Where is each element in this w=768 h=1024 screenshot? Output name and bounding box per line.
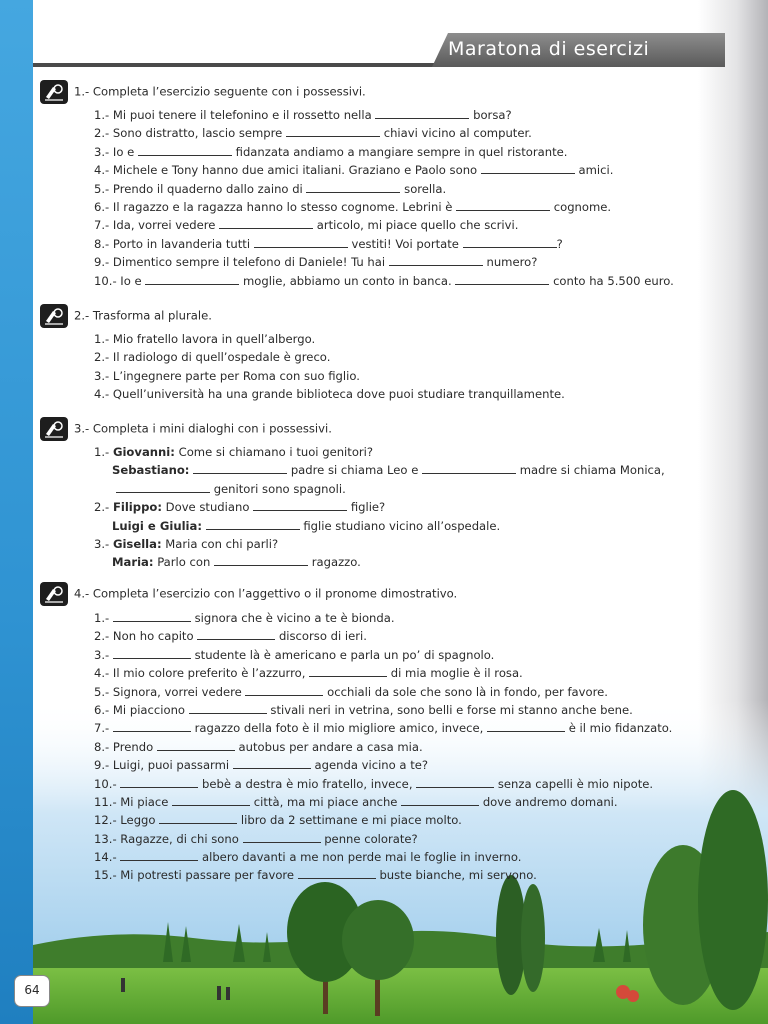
page-edge-strip	[0, 0, 33, 1024]
exercise-4-heading: 4.- Completa l’esercizio con l’aggettivo o il pronome dimostrativo.	[40, 582, 457, 606]
answer-blank[interactable]	[401, 794, 479, 806]
answer-blank[interactable]	[245, 684, 323, 696]
list-item: 3.- studente là è americano e parla un po’ di spagnolo.	[94, 647, 495, 662]
list-item: Luigi e Giulia: figlie studiano vicino all’ospedale.	[112, 518, 501, 533]
answer-blank[interactable]	[113, 720, 191, 732]
answer-blank[interactable]	[214, 554, 308, 566]
answer-blank[interactable]	[422, 462, 516, 474]
exercise-3-heading: 3.- Completa i mini dialoghi con i possessivi.	[40, 417, 332, 441]
answer-blank[interactable]	[206, 518, 300, 530]
answer-blank[interactable]	[306, 181, 400, 193]
list-item: 7.- ragazzo della foto è il mio migliore amico, invece, è il mio fidanzato.	[94, 721, 673, 736]
answer-blank[interactable]	[481, 162, 575, 174]
answer-blank[interactable]	[456, 199, 550, 211]
answer-blank[interactable]	[120, 849, 198, 861]
answer-blank[interactable]	[145, 273, 239, 285]
answer-blank[interactable]	[138, 144, 232, 156]
answer-blank[interactable]	[253, 499, 347, 511]
list-item: 3.- L’ingegnere parte per Roma con suo figlio.	[94, 368, 360, 383]
page-title: Maratona di esercizi	[448, 38, 650, 60]
answer-blank[interactable]	[189, 702, 267, 714]
answer-blank[interactable]	[286, 125, 380, 137]
list-item: 6.- Mi piacciono stivali neri in vetrina, sono belli e forse mi stanno anche bene.	[94, 702, 633, 717]
answer-blank[interactable]	[254, 236, 348, 248]
answer-blank[interactable]	[113, 610, 191, 622]
answer-blank[interactable]	[197, 628, 275, 640]
answer-blank[interactable]	[416, 776, 494, 788]
list-item: 1.- Giovanni: Come si chiamano i tuoi genitori?	[94, 445, 374, 459]
list-item: Sebastiano: padre si chiama Leo e madre si chiama Monica,	[112, 463, 665, 478]
answer-blank[interactable]	[389, 254, 483, 266]
exercise-4-list	[94, 609, 672, 885]
exercise-2-heading: 2.- Trasforma al plurale.	[40, 304, 212, 328]
list-item: 14.- albero davanti a me non perde mai le foglie in inverno.	[94, 850, 522, 865]
list-item: 4.- Il mio colore preferito è l’azzurro, di mia moglie è il rosa.	[94, 666, 523, 681]
answer-blank[interactable]	[298, 867, 376, 879]
writing-hand-icon	[40, 417, 68, 441]
list-item: 3.- Io e fidanzata andiamo a mangiare sempre in quel ristorante.	[94, 144, 568, 159]
answer-blank[interactable]	[172, 794, 250, 806]
list-item: 1.- signora che è vicino a te è bionda.	[94, 611, 395, 625]
list-item: 10.- bebè a destra è mio fratello, invece, senza capelli è mio nipote.	[94, 776, 654, 791]
writing-hand-icon	[40, 582, 68, 606]
list-item: 1.- Mio fratello lavora in quell’albergo.	[94, 332, 316, 346]
list-item: 3.- Gisella: Maria con chi parli?	[94, 536, 279, 551]
answer-blank[interactable]	[120, 776, 198, 788]
writing-hand-icon	[40, 304, 68, 328]
list-item: 5.- Prendo il quaderno dallo zaino di sorella.	[94, 181, 447, 196]
answer-blank[interactable]	[193, 462, 287, 474]
answer-blank[interactable]	[455, 273, 549, 285]
list-item: 10.- Io e moglie, abbiamo un conto in banca. conto ha 5.500 euro.	[94, 273, 674, 288]
list-item: 15.- Mi potresti passare per favore buste bianche, mi servono.	[94, 868, 537, 883]
answer-blank[interactable]	[309, 665, 387, 677]
exercise-1-heading: 1.- Completa l’esercizio seguente con i possessivi.	[40, 80, 366, 104]
answer-blank[interactable]	[159, 812, 237, 824]
answer-blank[interactable]	[375, 107, 469, 119]
list-item: 2.- Sono distratto, lascio sempre chiavi vicino al computer.	[94, 126, 532, 141]
list-item: 6.- Il ragazzo e la ragazza hanno lo stesso cognome. Lebrini è cognome.	[94, 199, 612, 214]
list-item: 9.- Luigi, puoi passarmi agenda vicino a te?	[94, 758, 429, 773]
answer-blank[interactable]	[157, 739, 235, 751]
list-item: 12.- Leggo libro da 2 settimane e mi piace molto.	[94, 813, 462, 828]
answer-blank[interactable]	[487, 720, 565, 732]
exercise-2-list	[94, 330, 565, 404]
list-item: 4.- Michele e Tony hanno due amici italiani. Graziano e Paolo sono amici.	[94, 163, 614, 178]
list-item: genitori sono spagnoli.	[94, 480, 665, 498]
answer-blank[interactable]	[463, 236, 557, 248]
answer-blank[interactable]	[243, 831, 321, 843]
list-item: 5.- Signora, vorrei vedere occhiali da sole che sono là in fondo, per favore.	[94, 684, 608, 699]
list-item: 8.- Prendo autobus per andare a casa mia.	[94, 739, 423, 754]
list-item: 2.- Filippo: Dove studiano figlie?	[94, 500, 386, 515]
list-item: 2.- Il radiologo di quell’ospedale è greco.	[94, 350, 331, 365]
list-item: 1.- Mi puoi tenere il telefonino e il rossetto nella borsa?	[94, 108, 512, 122]
answer-blank[interactable]	[219, 217, 313, 229]
list-item: 11.- Mi piace città, ma mi piace anche dove andremo domani.	[94, 794, 618, 809]
list-item: 2.- Non ho capito discorso di ieri.	[94, 629, 367, 644]
answer-blank[interactable]	[113, 647, 191, 659]
list-item: 7.- Ida, vorrei vedere articolo, mi piace quello che scrivi.	[94, 218, 519, 233]
page-number: 64	[14, 975, 50, 1007]
list-item: 4.- Quell’università ha una grande biblioteca dove puoi studiare tranquillamente.	[94, 387, 565, 402]
list-item: Maria: Parlo con ragazzo.	[112, 555, 361, 570]
answer-blank[interactable]	[116, 481, 210, 493]
writing-hand-icon	[40, 80, 68, 104]
list-item: 8.- Porto in lavanderia tutti vestiti! Voi portate ?	[94, 236, 563, 251]
list-item: 13.- Ragazze, di chi sono penne colorate?	[94, 831, 418, 846]
list-item: 9.- Dimentico sempre il telefono di Daniele! Tu hai numero?	[94, 255, 538, 270]
exercise-3-list	[94, 443, 665, 572]
answer-blank[interactable]	[233, 757, 311, 769]
exercise-1-list	[94, 106, 674, 290]
